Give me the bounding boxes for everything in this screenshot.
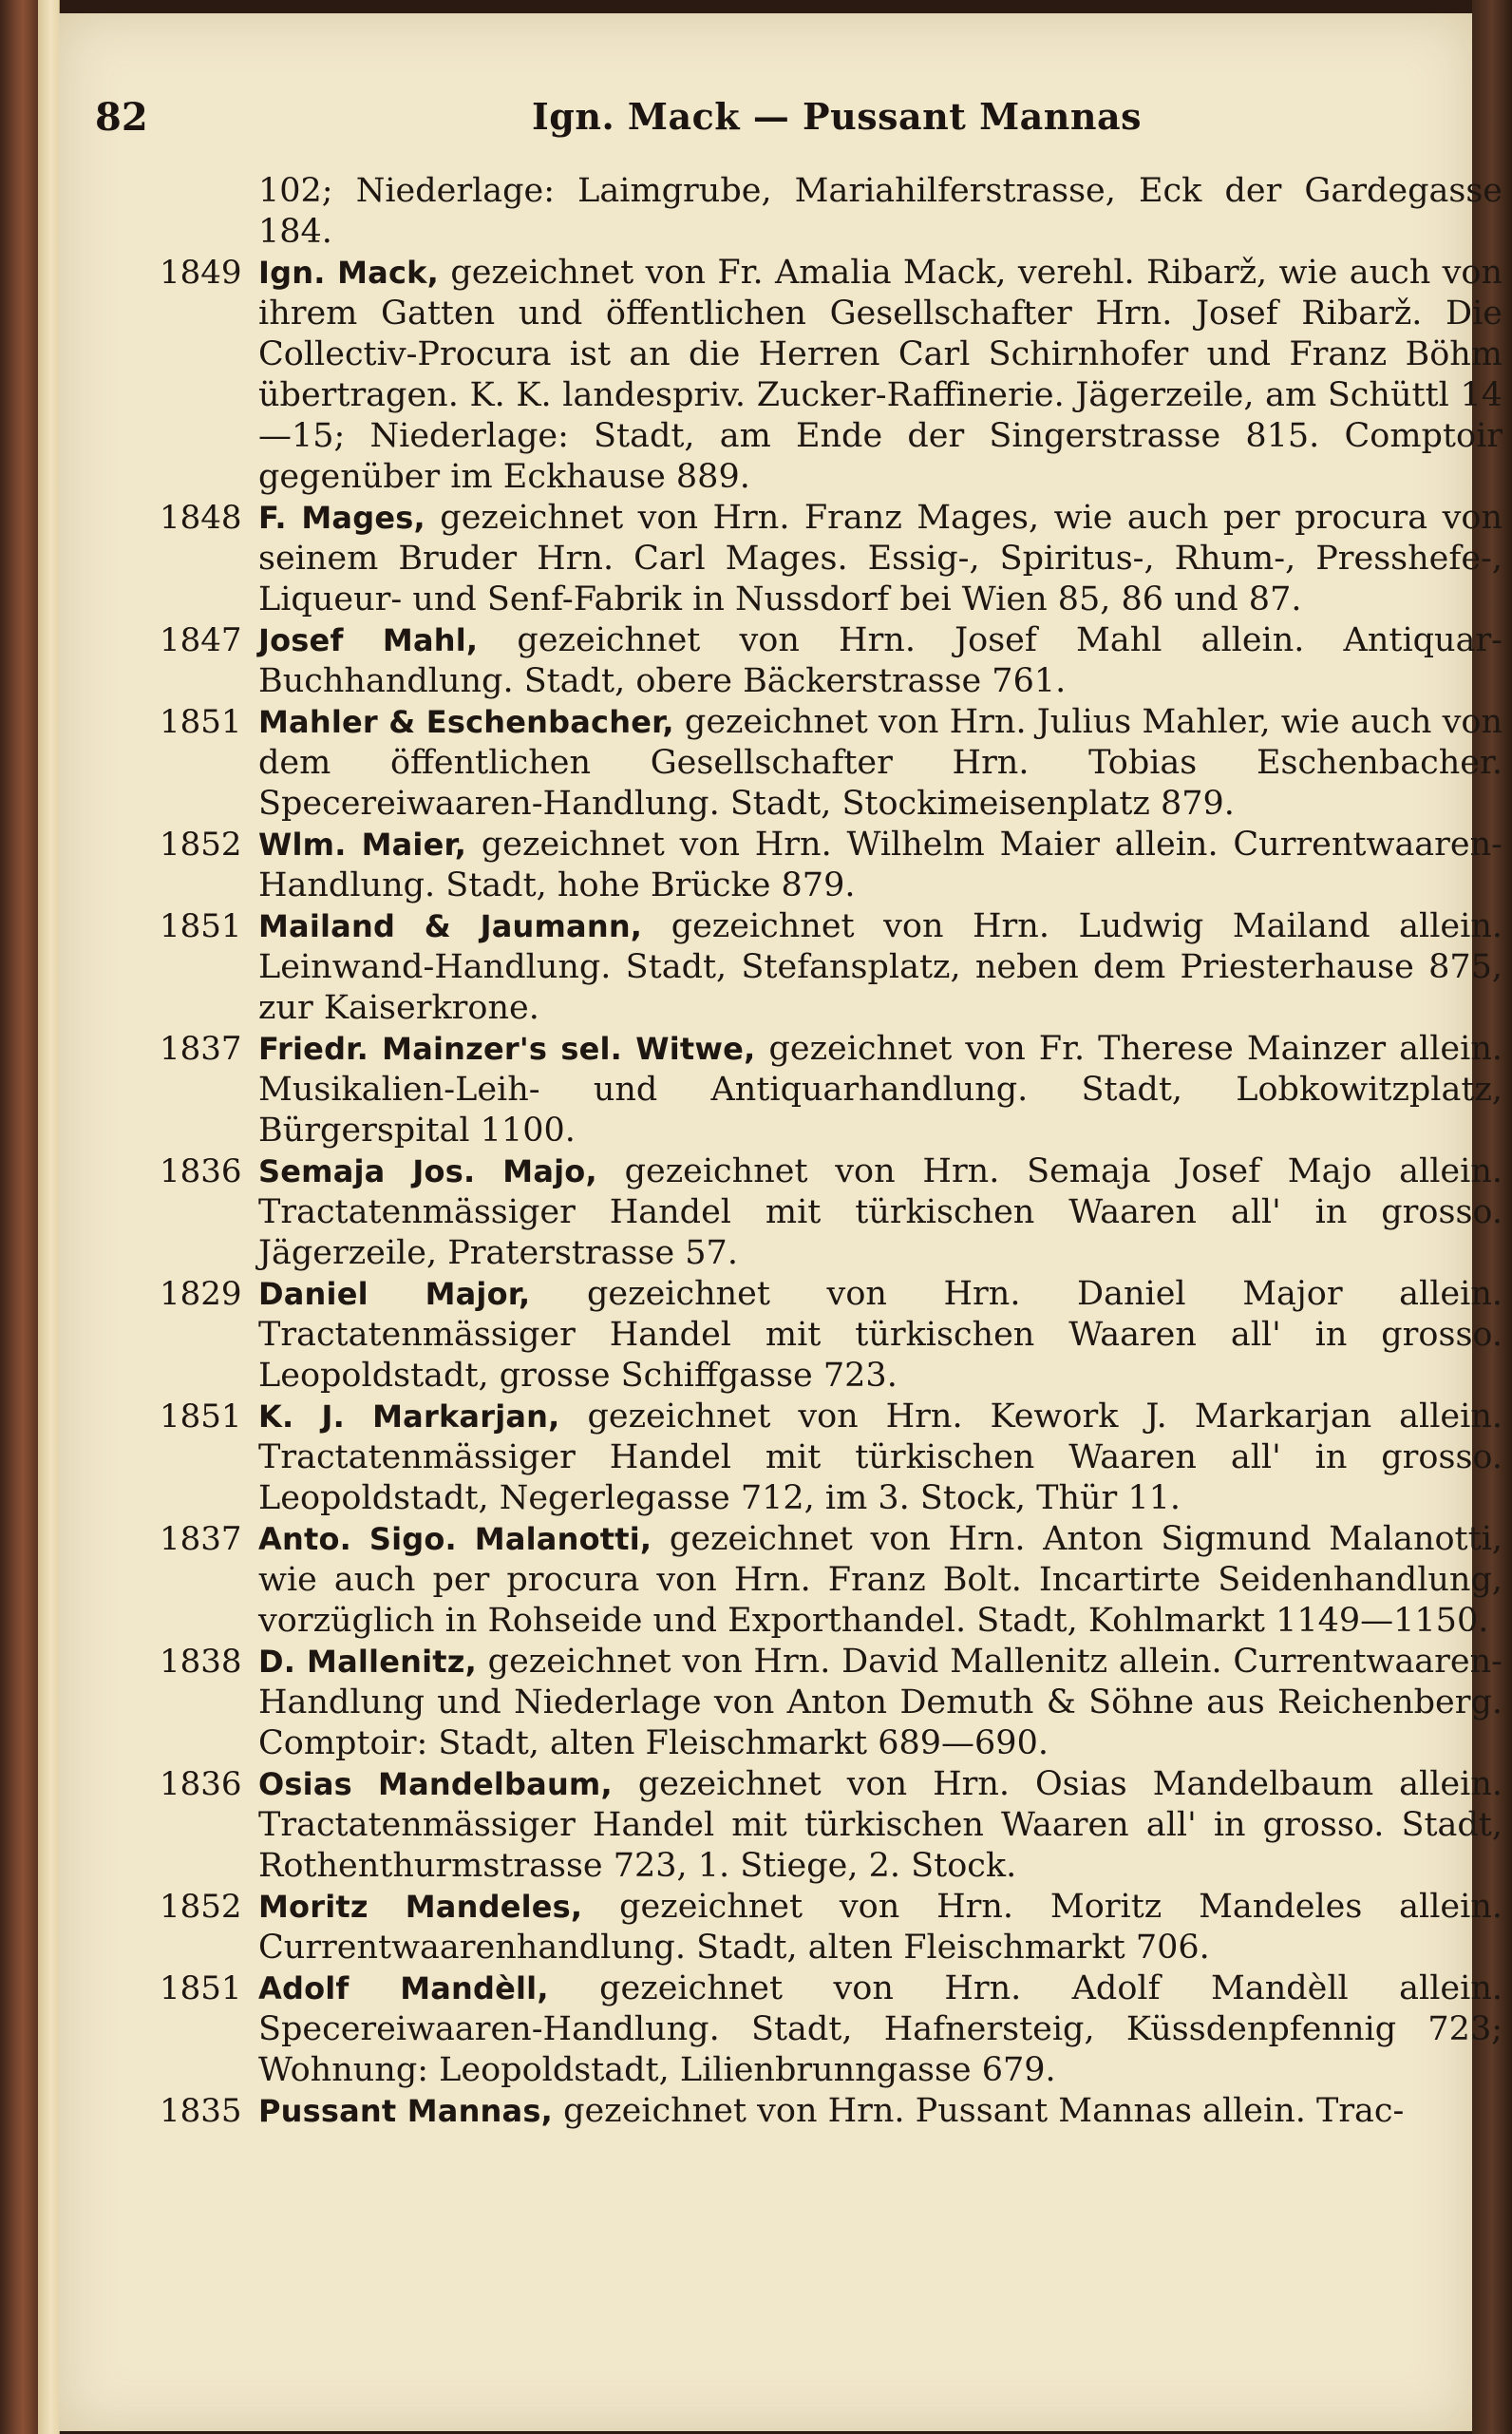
- entry: [95, 825, 1503, 906]
- entry-body: gezeichnet von Fr. Therese Mainzer allein. Musikalien-Leih- und Antiquarhandlung. Stadt, Lobkowitzplatz, Bürgerspital 1100.: [258, 1030, 1503, 1150]
- entry-body: gezeichnet von Hrn. Franz Mages, wie auch per procura von seinem Bruder Hrn. Carl Mages. Essig-, Spiritus-, Rhum-, Presshefe-, Liqueur- und Senf-Fabrik in Nussdorf bei Wien 85, 86 und 87.: [258, 499, 1503, 618]
- entry-year: 1847: [160, 621, 242, 659]
- entry-year: 1851: [160, 703, 242, 741]
- entry-text: [258, 1519, 1503, 1642]
- entry: [95, 1642, 1503, 1764]
- entry-firm: Adolf Mandèll,: [258, 1970, 549, 2006]
- entry-year: 1852: [160, 1888, 242, 1926]
- entry-text: [258, 1151, 1503, 1274]
- entry-text: [258, 906, 1503, 1029]
- entry-firm: Anto. Sigo. Malanotti,: [258, 1521, 652, 1557]
- entry: [95, 1029, 1503, 1151]
- entry-body: gezeichnet von Hrn. Julius Mahler, wie auch von dem öffentlichen Gesellschafter Hrn. Tobias Eschenbacher. Specereiwaaren-Handlung. Stadt, Stockimeisenplatz 879.: [258, 703, 1503, 823]
- entry-body: gezeichnet von Hrn. Anton Sigmund Malanotti, wie auch per procura von Hrn. Franz Bolt. Incartirte Seidenhandlung, vorzüglich in Rohseide und Exporthandel. Stadt, Kohlmarkt 1149—1150.: [258, 1520, 1503, 1640]
- entry: [95, 498, 1503, 620]
- entry-text: [258, 171, 1503, 253]
- entry-text: [258, 1764, 1503, 1887]
- entry-body: gezeichnet von Hrn. Adolf Mandèll allein. Specereiwaaren-Handlung. Stadt, Hafnersteig, Küssdenpfennig 723; Wohnung: Leopoldstadt, Lilienbrunngasse 679.: [258, 1969, 1503, 2089]
- entry-body: gezeichnet von Hrn. Osias Mandelbaum allein. Tractatenmässiger Handel mit türkischen Waaren all' in grosso. Stadt, Rothenthurmstrasse 723, 1. Stiege, 2. Stock.: [258, 1765, 1503, 1885]
- entry-firm: Semaja Jos. Majo,: [258, 1153, 597, 1189]
- entry-body: gezeichnet von Hrn. Wilhelm Maier allein. Currentwaaren-Handlung. Stadt, hohe Brücke 879.: [258, 826, 1503, 904]
- entry-firm: F. Mages,: [258, 500, 425, 536]
- entry-text: [258, 1029, 1503, 1151]
- entry-year: 1851: [160, 907, 242, 945]
- entry-text: [258, 1642, 1503, 1764]
- entry-firm: Friedr. Mainzer's sel. Witwe,: [258, 1031, 756, 1067]
- entry-year: 1851: [160, 1969, 242, 2007]
- entry-text: [258, 1968, 1503, 2091]
- entry-body: gezeichnet von Hrn. Moritz Mandeles allein. Currentwaarenhandlung. Stadt, alten Fleischmarkt 706.: [258, 1888, 1503, 1967]
- entry-body: gezeichnet von Hrn. Ludwig Mailand allein. Leinwand-Handlung. Stadt, Stefansplatz, neben dem Priesterhause 875, zur Kaiserkrone.: [258, 907, 1503, 1027]
- entry: [95, 1519, 1503, 1642]
- entry-body: gezeichnet von Hrn. Pussant Mannas allein. Trac-: [552, 2092, 1405, 2130]
- entry-text: [258, 702, 1503, 825]
- entry-year: 1829: [160, 1275, 242, 1313]
- page-number: 82: [95, 95, 148, 140]
- entry-year: 1836: [160, 1765, 242, 1803]
- page-header: [95, 95, 1425, 162]
- running-head: Ign. Mack — Pussant Mannas: [532, 95, 1143, 138]
- entry-body: 102; Niederlage: Laimgrube, Mariahilferstrasse, Eck der Gardegasse 184.: [258, 172, 1503, 251]
- entry-year: 1835: [160, 2092, 242, 2130]
- entry-text: [258, 498, 1503, 620]
- entry-body: gezeichnet von Hrn. Kework J. Markarjan allein. Tractatenmässiger Handel mit türkischen Waaren all' in grosso. Leopoldstadt, Negerlegasse 712, im 3. Stock, Thür 11.: [258, 1398, 1503, 1517]
- entry: [95, 1151, 1503, 1274]
- entry-text: [258, 1887, 1503, 1968]
- entry-year: 1849: [160, 254, 242, 292]
- entry-text: [258, 2091, 1503, 2132]
- entry-year: 1837: [160, 1030, 242, 1068]
- entry-firm: Daniel Major,: [258, 1276, 531, 1312]
- entry: [95, 1274, 1503, 1397]
- entry-firm: Osias Mandelbaum,: [258, 1766, 613, 1802]
- entry-firm: D. Mallenitz,: [258, 1644, 477, 1680]
- entry: [95, 1968, 1503, 2091]
- entry-year: 1837: [160, 1520, 242, 1558]
- entry: [95, 906, 1503, 1029]
- entry-year: 1836: [160, 1152, 242, 1190]
- entry-body: gezeichnet von Hrn. Josef Mahl allein. Antiquar-Buchhandlung. Stadt, obere Bäckerstrasse 761.: [258, 621, 1503, 700]
- entry-text: [258, 1274, 1503, 1397]
- entry-firm: Pussant Mannas,: [258, 2093, 553, 2129]
- entry: [95, 2091, 1425, 2132]
- entry-year: 1851: [160, 1398, 242, 1436]
- entry-year: 1848: [160, 499, 242, 537]
- entry: [95, 253, 1503, 498]
- entry-continuation: [95, 171, 1503, 253]
- book-binding: [0, 0, 38, 2434]
- entry: [95, 702, 1503, 825]
- entry-firm: Ign. Mack,: [258, 255, 439, 291]
- entry-firm: Mailand & Jaumann,: [258, 908, 643, 944]
- entry-text: [258, 825, 1503, 906]
- entry: [95, 1397, 1503, 1519]
- entry-text: [258, 620, 1503, 702]
- entry-year: 1852: [160, 826, 242, 864]
- entry: [95, 1764, 1503, 1887]
- entry-body: gezeichnet von Hrn. Semaja Josef Majo allein. Tractatenmässiger Handel mit türkischen Waaren all' in grosso. Jägerzeile, Praterstrasse 57.: [258, 1152, 1503, 1272]
- entry-firm: K. J. Markarjan,: [258, 1398, 560, 1435]
- entry-year: 1838: [160, 1643, 242, 1681]
- entry-body: gezeichnet von Fr. Amalia Mack, verehl. Ribarž, wie auch von ihrem Gatten und öffentlichen Gesellschafter Hrn. Josef Ribarž. Die Collectiv-Procura ist an die Herren Carl Schirnhofer und Franz Böhm übertragen. K. K. landespriv. Zucker-Raffinerie. Jägerzeile, am Schüttl 14—15; Niederlage: Stadt, am Ende der Singerstrasse 815. Comptoir gegenüber im Eckhause 889.: [258, 254, 1503, 496]
- binding-edge: [38, 0, 60, 2434]
- entry-firm: Josef Mahl,: [258, 622, 479, 658]
- entry-firm: Mahler & Eschenbacher,: [258, 704, 674, 740]
- directory-entries: [95, 171, 1503, 2132]
- entry-body: gezeichnet von Hrn. Daniel Major allein. Tractatenmässiger Handel mit türkischen Waaren all' in grosso. Leopoldstadt, grosse Schiffgasse 723.: [258, 1275, 1503, 1395]
- entry-text: [258, 253, 1503, 498]
- entry: [95, 620, 1503, 702]
- entry-text: [258, 1397, 1503, 1519]
- entry: [95, 1887, 1503, 1968]
- entry-body: gezeichnet von Hrn. David Mallenitz allein. Currentwaaren-Handlung und Niederlage von Anton Demuth & Söhne aus Reichenberg. Comptoir: Stadt, alten Fleischmarkt 689—690.: [258, 1643, 1503, 1762]
- entry-firm: Wlm. Maier,: [258, 827, 467, 863]
- entry-firm: Moritz Mandeles,: [258, 1889, 583, 1925]
